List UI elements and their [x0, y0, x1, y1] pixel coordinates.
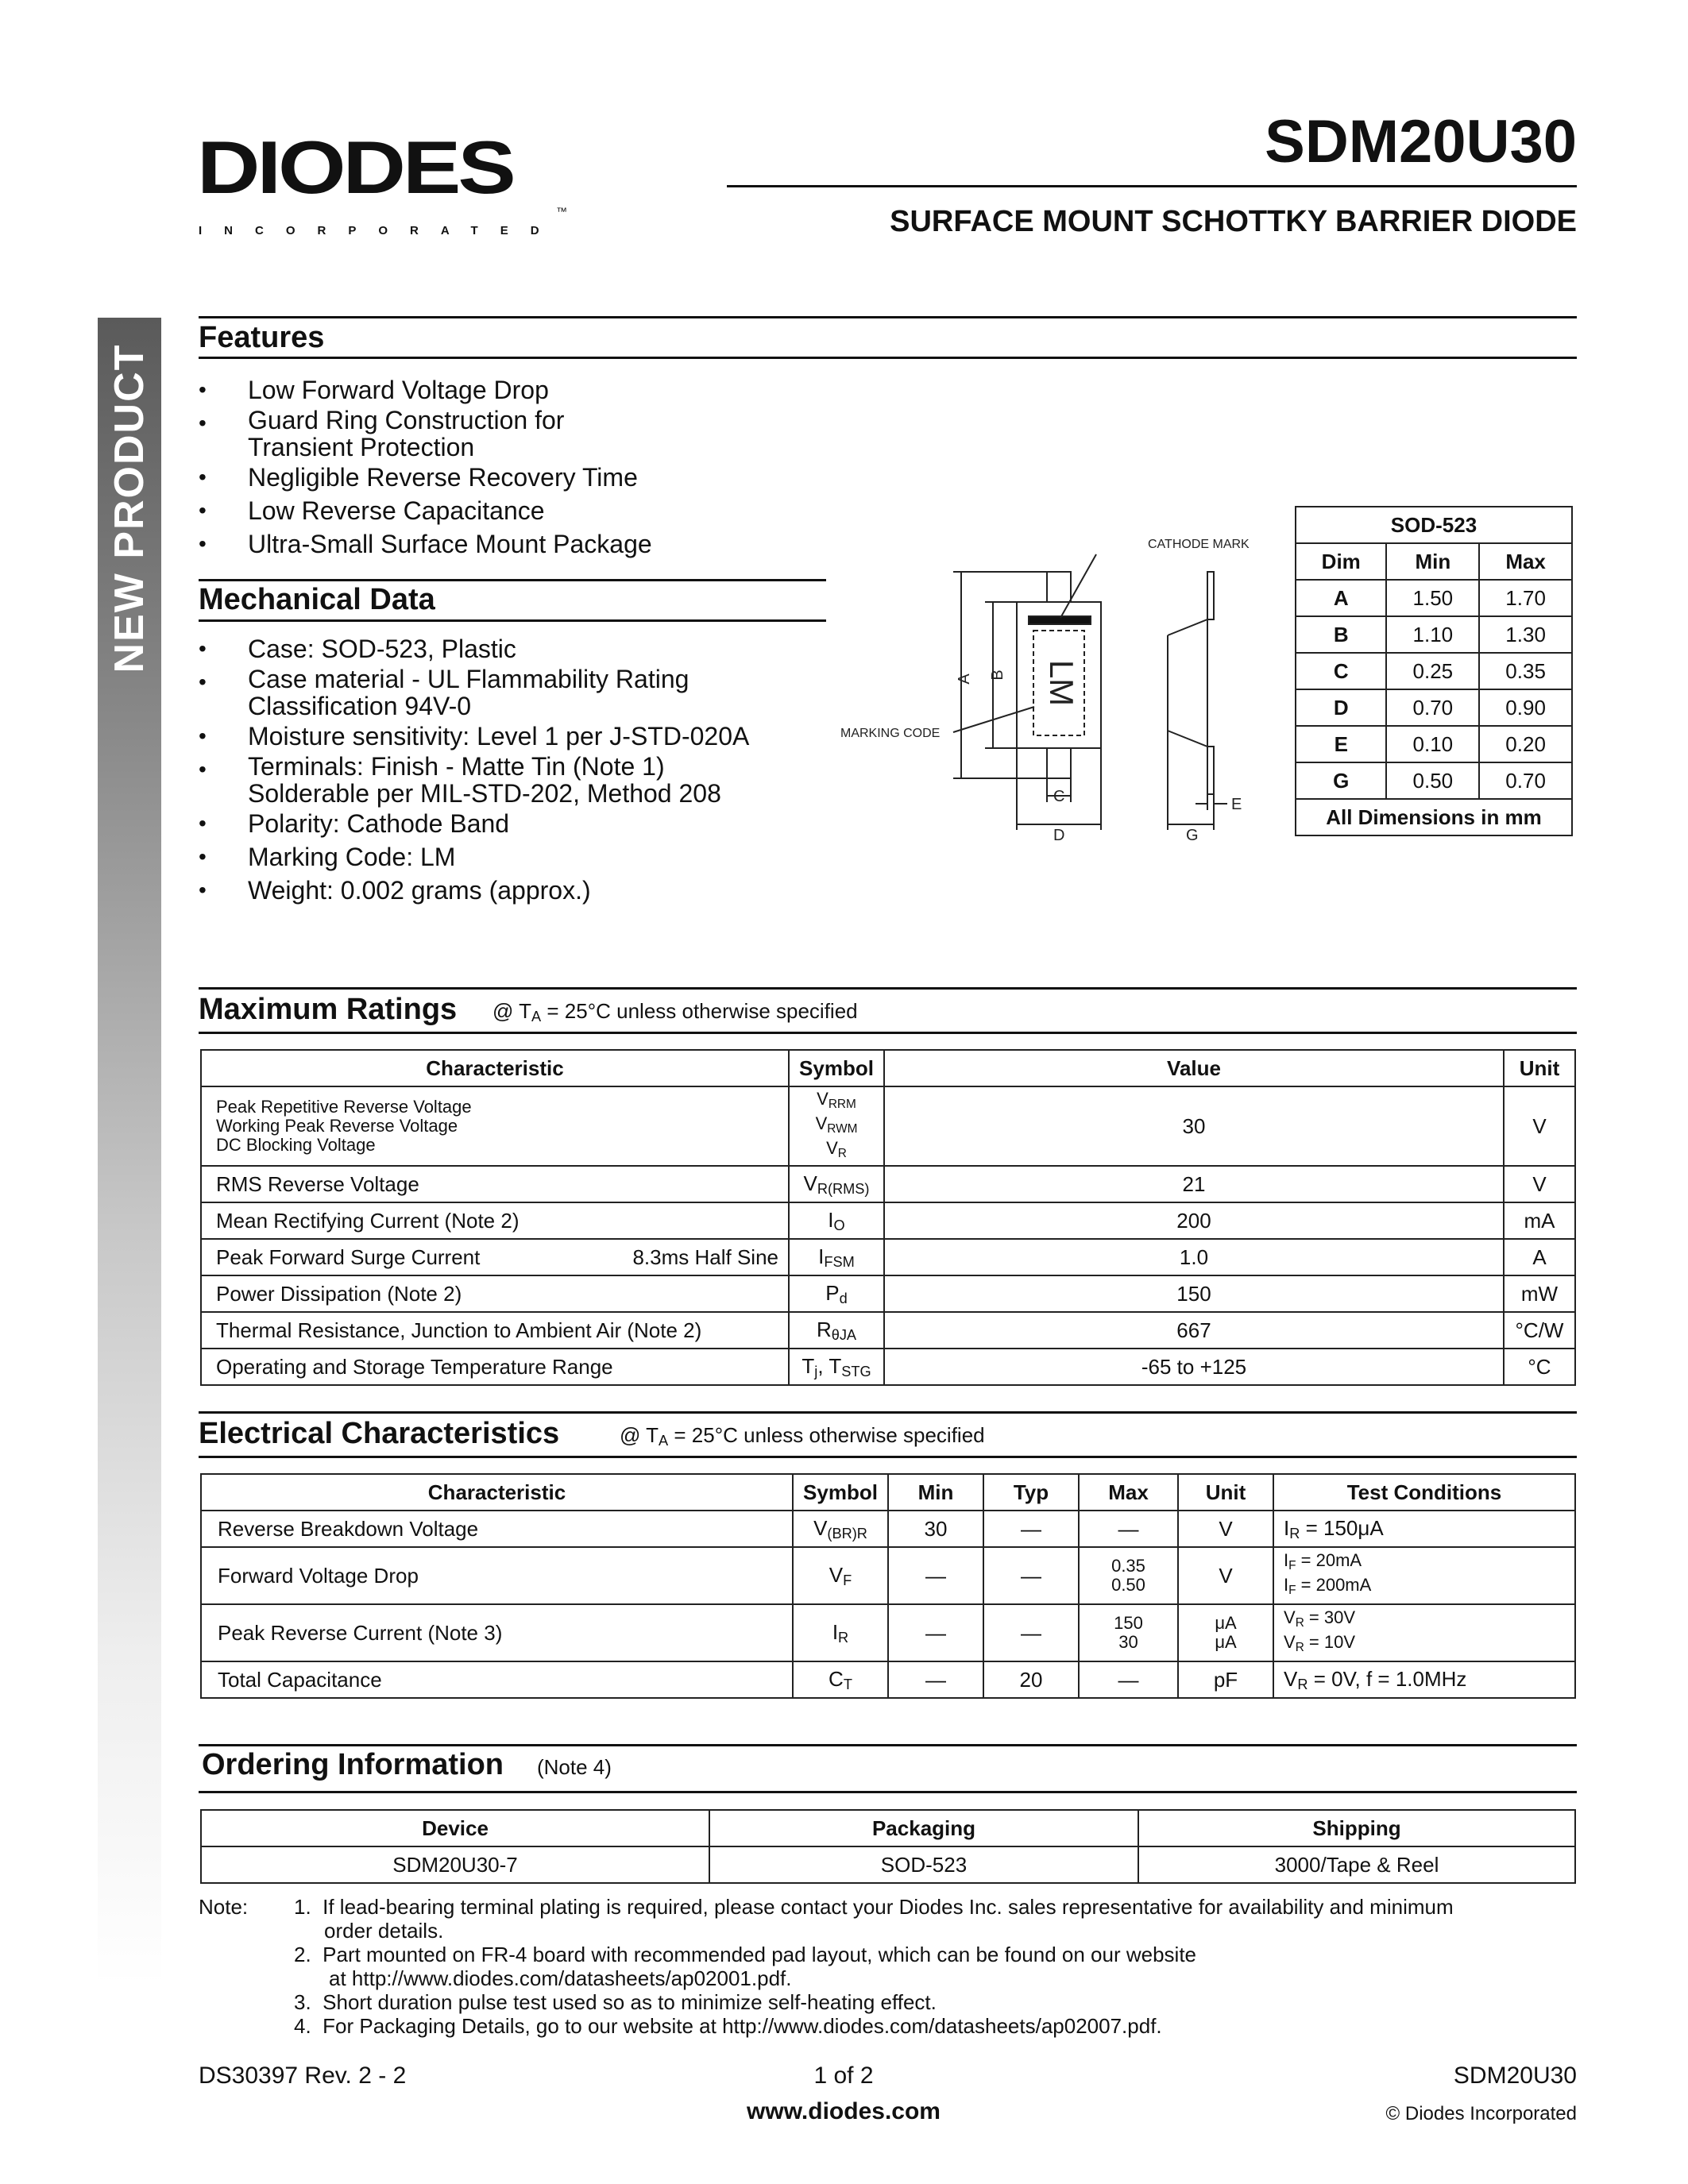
list-item: • Moisture sensitivity: Level 1 per J-STD-020A	[199, 720, 834, 753]
ordering-rule-bottom	[199, 1791, 1577, 1793]
table-header: Symbol	[793, 1474, 888, 1511]
max-ratings-title: Maximum Ratings	[199, 993, 458, 1026]
table-row: Thermal Resistance, Junction to Ambient Air (Note 2) $R_{\theta JA}$ 667 °C/W	[201, 1312, 1575, 1349]
table-row: Power Dissipation (Note 2) $P_d$ 150 mW	[201, 1275, 1575, 1312]
list-item: • Case material - UL Flammability Rating Classification 94V-0	[199, 666, 834, 720]
ordering-table	[200, 1809, 1576, 1884]
table-header: Max	[1079, 1474, 1178, 1511]
side-view-body	[1168, 619, 1207, 747]
note-2: 2. Part mounted on FR-4 board with recommended pad layout, which can be found on our website at http://www.diodes.com/datasheets/ap02001.pdf.	[294, 1943, 1196, 1990]
table-header: Unit	[1178, 1474, 1273, 1511]
note-3: 3. Short duration pulse test used so as to minimize self-heating effect.	[294, 1990, 937, 2014]
table-row: Forward Voltage Drop $V_F$ — — 0.35 0.50 V $I_F = 20mA$ $I_F = 200mA$	[201, 1547, 1575, 1604]
electrical-rule-bottom	[199, 1456, 1577, 1458]
mechanical-title: Mechanical Data	[199, 583, 435, 616]
electrical-table	[200, 1473, 1576, 1699]
features-rule-bottom	[199, 357, 1577, 359]
table-header: Max	[1479, 543, 1572, 580]
table-header: Value	[884, 1050, 1504, 1086]
mechanical-rule-bottom	[199, 619, 826, 622]
table-header: Symbol	[789, 1050, 884, 1086]
dim-a-label: A	[956, 673, 973, 685]
list-item: • Low Forward Voltage Drop	[199, 373, 834, 407]
sod523-table	[1295, 506, 1573, 836]
table-row: Peak Repetitive Reverse Voltage Working Peak Reverse Voltage DC Blocking Voltage $V_{RRM}$ $V_{RWM}$ $V_R$ 30 V	[201, 1086, 1575, 1166]
table-header: Test Conditions	[1273, 1474, 1575, 1511]
electrical-condition: @ $T_A = 25^\circ C$ unless otherwise specified	[620, 1423, 985, 1449]
table-header: Device	[201, 1810, 709, 1846]
side-view-lead-top	[1207, 572, 1214, 619]
table-row: G 0.50 0.70	[1296, 762, 1572, 799]
marking-text: LM	[1042, 659, 1080, 707]
features-list	[199, 373, 834, 561]
part-number-title: SDM20U30	[1265, 108, 1577, 176]
page-subtitle: SURFACE MOUNT SCHOTTKY BARRIER DIODE	[890, 205, 1577, 238]
dim-b-label: B	[989, 669, 1006, 681]
dim-e-label: E	[1231, 796, 1242, 813]
terminal-bottom	[1047, 748, 1071, 778]
table-row: RMS Reverse Voltage $V_{R(RMS)}$ 21 V	[201, 1166, 1575, 1202]
features-title: Features	[199, 321, 325, 354]
max-ratings-condition: @ $T_A = 25^\circ C$ unless otherwise specified	[492, 999, 858, 1024]
sod-table-footer: All Dimensions in mm	[1296, 799, 1572, 835]
table-header: Characteristic	[201, 1050, 789, 1086]
table-row: Total Capacitance $C_T$ — 20 — pF $V_R = 0V$, f = 1.0MHz	[201, 1661, 1575, 1698]
new-product-label: NEW PRODUCT	[106, 343, 153, 673]
max-ratings-rule-bottom	[199, 1032, 1577, 1034]
dim-c-label: C	[1053, 788, 1065, 805]
cathode-leader	[1060, 554, 1096, 618]
table-header: Min	[888, 1474, 983, 1511]
dim-g-label: G	[1186, 827, 1199, 844]
table-row: SDM20U30-7 SOD-523 3000/Tape & Reel	[201, 1846, 1575, 1883]
table-row: A 1.50 1.70	[1296, 580, 1572, 616]
table-row: Peak Forward Surge Current 8.3ms Half Sine $I_{FSM}$ 1.0 A	[201, 1239, 1575, 1275]
list-item: • Terminals: Finish - Matte Tin (Note 1) Solderable per MIL-STD-202, Method 208	[199, 753, 834, 807]
list-item: • Ultra-Small Surface Mount Package	[199, 527, 834, 561]
dim-d-label: D	[1053, 827, 1065, 844]
table-header: Dim	[1296, 543, 1386, 580]
table-row: C 0.25 0.35	[1296, 653, 1572, 689]
diodes-logo-subtitle: INCORPORATED	[199, 224, 562, 237]
list-item: • Case: SOD-523, Plastic	[199, 632, 834, 666]
header-rule	[727, 185, 1577, 187]
note-1: 1. If lead-bearing terminal plating is required, please contact your Diodes Inc. sales representative for availability and minimum order details.	[294, 1895, 1454, 1943]
list-item: • Guard Ring Construction for Transient Protection	[199, 407, 834, 461]
trademark-symbol: ™	[556, 205, 567, 218]
ordering-note: (Note 4)	[537, 1755, 612, 1779]
table-header: Unit	[1504, 1050, 1575, 1086]
table-header: Min	[1386, 543, 1479, 580]
footer-copyright: © Diodes Incorporated	[1385, 2103, 1577, 2124]
list-item: • Weight: 0.002 grams (approx.)	[199, 874, 834, 907]
footer-doc-id: DS30397 Rev. 2 - 2	[199, 2062, 407, 2089]
note-4: 4. For Packaging Details, go to our website at http://www.diodes.com/datasheets/ap02007.pdf.	[294, 2014, 1162, 2038]
features-rule-top	[199, 316, 1577, 318]
cathode-mark-label: CATHODE MARK	[1148, 538, 1250, 551]
marking-code-label: MARKING CODE	[840, 727, 941, 740]
max-ratings-rule-top	[199, 987, 1577, 990]
mechanical-rule-top	[199, 579, 826, 581]
package-drawing	[834, 524, 1279, 850]
mechanical-list	[199, 632, 834, 907]
notes-label: Note:	[199, 1895, 249, 1919]
list-item: • Polarity: Cathode Band	[199, 807, 834, 840]
list-item: • Low Reverse Capacitance	[199, 494, 834, 527]
table-row: B 1.10 1.30	[1296, 616, 1572, 653]
table-row: E 0.10 0.20	[1296, 726, 1572, 762]
footer-page: 1 of 2	[813, 2062, 874, 2089]
list-item: • Negligible Reverse Recovery Time	[199, 461, 834, 494]
table-row: Peak Reverse Current (Note 3) $I_R$ — — 150 30 μA μA $V_R = 30V$ $V_R = 10V$	[201, 1604, 1575, 1661]
sod-table-title: SOD-523	[1296, 507, 1572, 543]
terminal-top	[1047, 572, 1071, 602]
table-row: Operating and Storage Temperature Range $T_j$, $T_{STG}$ -65 to +125 °C	[201, 1349, 1575, 1385]
table-header: Packaging	[709, 1810, 1138, 1846]
max-ratings-table	[200, 1049, 1576, 1386]
ordering-title: Ordering Information	[202, 1748, 504, 1781]
cathode-band	[1029, 616, 1091, 624]
footer-part: SDM20U30	[1453, 2062, 1577, 2089]
side-view-lead-bottom	[1207, 747, 1214, 794]
footer-website[interactable]: www.diodes.com	[747, 2098, 941, 2124]
electrical-title: Electrical Characteristics	[199, 1417, 560, 1450]
table-row: Mean Rectifying Current (Note 2) $I_O$ 200 mA	[201, 1202, 1575, 1239]
diodes-logo: DIODES	[197, 126, 513, 210]
electrical-rule-top	[199, 1411, 1577, 1414]
list-item: • Marking Code: LM	[199, 840, 834, 874]
table-header: Typ	[983, 1474, 1079, 1511]
table-row: Reverse Breakdown Voltage $V_{(BR)R}$ 30 — — V $I_R = 150\mu A$	[201, 1511, 1575, 1547]
ordering-rule-top	[199, 1744, 1577, 1746]
table-row: D 0.70 0.90	[1296, 689, 1572, 726]
table-header: Characteristic	[201, 1474, 793, 1511]
table-header: Shipping	[1138, 1810, 1575, 1846]
